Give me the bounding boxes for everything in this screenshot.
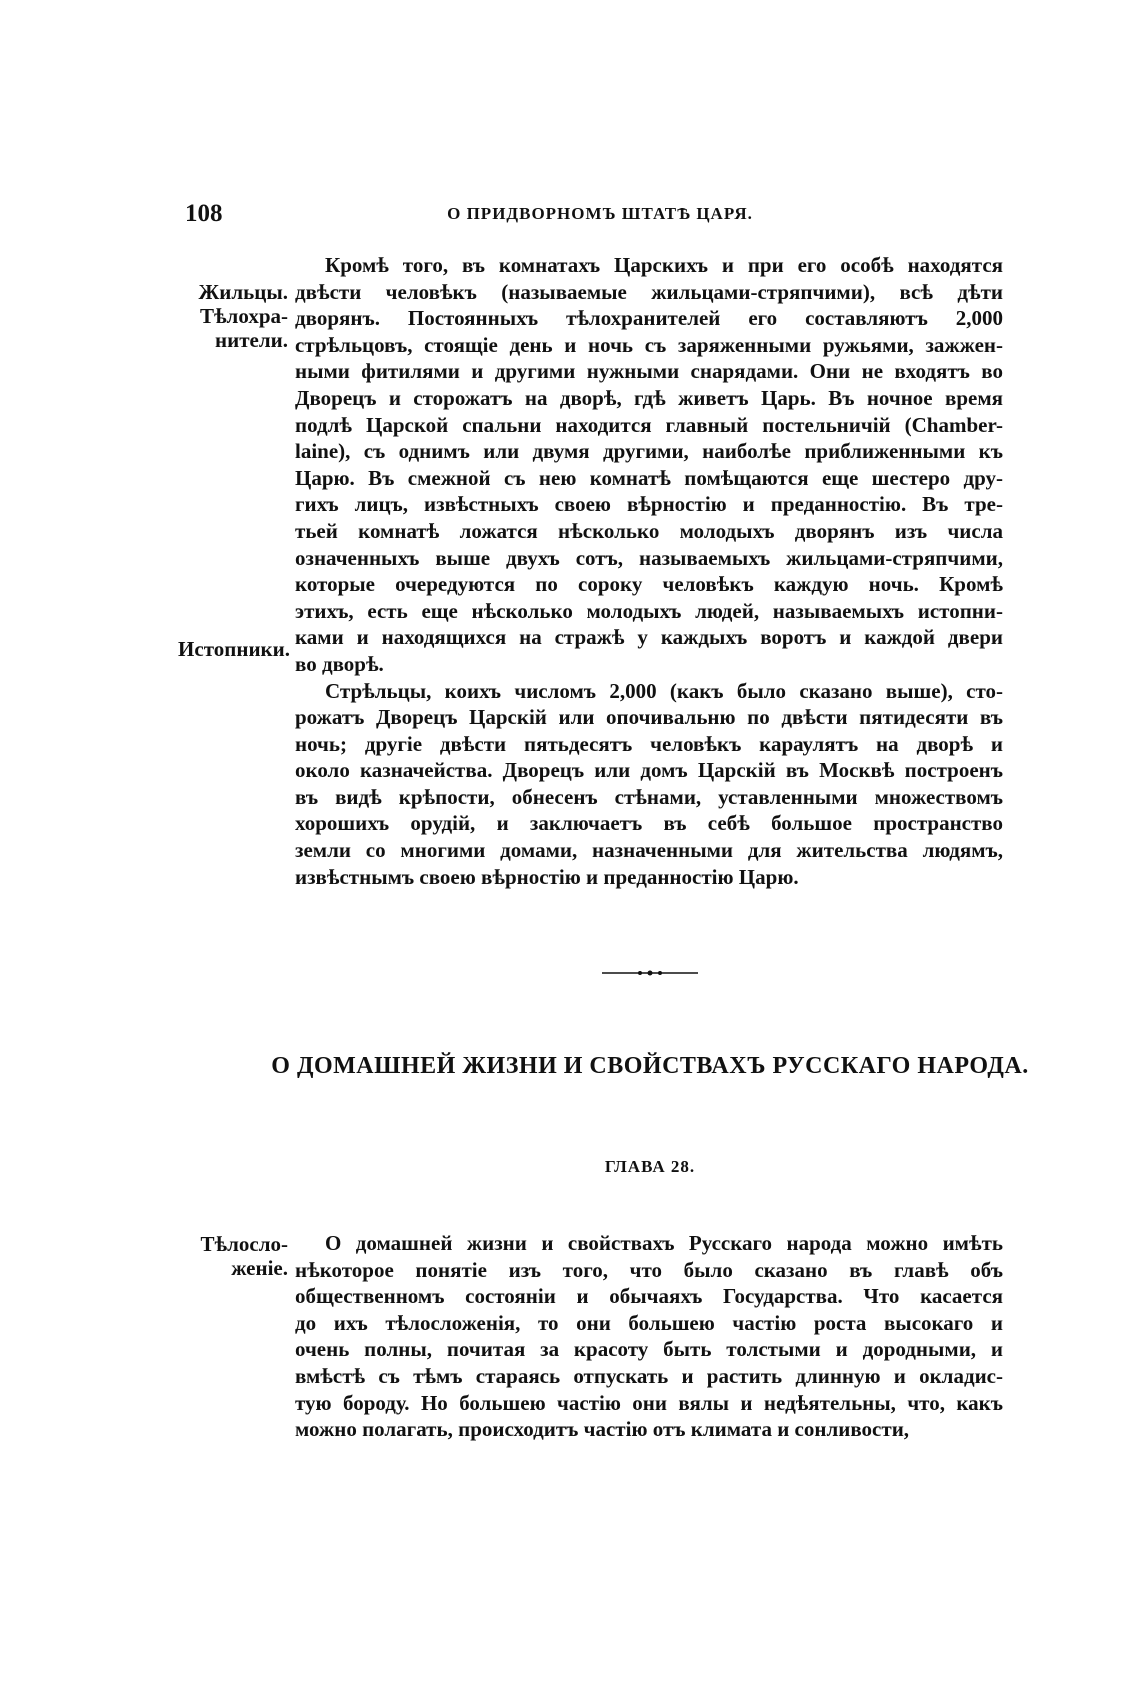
text-line: хорошихъ орудій, и заключаетъ въ себѣ большое пространство [295,811,1003,836]
text-line: дворянъ. Постоянныхъ тѣлохранителей его составляютъ 2,000 [295,306,1003,331]
text-line: О домашней жизни и свойствахъ Русскаго народа можно имѣть [325,1231,1003,1255]
text-line: laine), съ однимъ или двумя другими, наиболѣе приближенными къ [295,439,1003,464]
text-line: до ихъ тѣлосложенія, то они большею частію роста высокаго и [295,1310,1003,1335]
text-line: Стрѣльцы, коихъ числомъ 2,000 (какъ было сказано выше), сто- [325,678,1003,703]
chapter-label: ГЛАВА 28. [604,1157,696,1176]
text-line: тую бороду. Но большею частію они вялы и недѣятельны, что, какъ [295,1390,1003,1415]
text-block-2 [295,1230,1003,1443]
text-line: извѣстнымъ своею вѣрностію и преданностію Царю. [295,864,799,889]
text-line: вмѣстѣ съ тѣмъ стараясь отпускать и растить длинную и окладис- [295,1363,1003,1388]
text-line: въ видѣ крѣпости, обнесенъ стѣнами, уставленными множествомъ [295,784,1003,809]
margin-note-istopniki: Истопники. [178,637,290,661]
text-line: во дворѣ. [295,651,384,676]
text-line: двѣсти человѣкъ (называемые жильцами-стряпчими), всѣ дѣти [295,279,1003,304]
text-line: гихъ лицъ, извѣстныхъ своею вѣрностію и преданностію. Въ тре- [295,492,1003,517]
running-head: О ПРИДВОРНОМЪ ШТАТѢ ЦАРЯ. [447,204,753,223]
text-line: Царю. Въ смежной съ нею комнатѣ помѣщаются еще шестеро дру- [295,465,1003,490]
text-line: этихъ, есть еще нѣсколько молодыхъ людей, называемыхъ истопни- [295,598,1003,623]
text-line: ными фитилями и другими нужными снарядами. Они не входятъ во [295,359,1003,384]
text-line: очень полны, почитая за красоту быть толстыми и дородными, и [295,1337,1003,1362]
text-line: которые очередуются по сороку человѣкъ каждую ночь. Кромѣ [295,572,1003,597]
text-line: около казначейства. Дворецъ или домъ Царскій въ Москвѣ построенъ [295,758,1003,783]
text-line: земли со многими домами, назначенными для жительства людямъ, [295,838,1003,863]
text-line: Кромѣ того, въ комнатахъ Царскихъ и при его особѣ находятся [325,253,1003,277]
paragraph-2 [295,678,1003,891]
text-line: Дворецъ и сторожатъ на дворѣ, гдѣ живетъ Царь. Въ ночное время [295,385,1003,410]
page-number: 108 [185,200,223,227]
text-line: ночь; другіе двѣсти пятьдесятъ человѣкъ караулятъ на дворѣ и [295,731,1003,756]
paragraph-1 [295,252,1003,678]
text-line: означенныхъ выше двухъ сотъ, называемыхъ жильцами-стряпчими, [295,545,1003,570]
section-title: О ДОМАШНЕЙ ЖИЗНИ И СВОЙСТВАХЪ РУССКАГО НАРОДА. [271,1053,1029,1079]
text-line: тьей комнатѣ ложатся нѣсколько молодыхъ дворянъ изъ числа [295,518,1003,543]
margin-note-teloslozhenie: Тѣлосло- женіе. [200,1232,288,1280]
text-line: ками и находящихся на стражѣ у каждыхъ воротъ и каждой двери [295,625,1003,650]
ornamental-divider [600,968,700,978]
text-line: рожатъ Дворецъ Царскій или опочивальню по двѣсти пятидесяти въ [295,705,1003,730]
margin-note-zhiltsy: Жильцы. Тѣлохра- нители. [198,280,288,352]
text-line: нѣкоторое понятіе изъ того, что было сказано въ главѣ объ [295,1257,1003,1282]
paragraph-3 [295,1230,1003,1443]
text-block-1 [295,252,1003,890]
text-line: можно полагать, происходитъ частію отъ климата и сонливости, [295,1417,910,1442]
text-line: стрѣльцовъ, стоящіе день и ночь съ заряженными ружьями, зажжен- [295,332,1003,357]
text-line: общественномъ состояніи и обычаяхъ Государства. Что касается [295,1284,1003,1309]
text-line: подлѣ Царской спальни находится главный постельничій (Chamber- [295,412,1003,437]
